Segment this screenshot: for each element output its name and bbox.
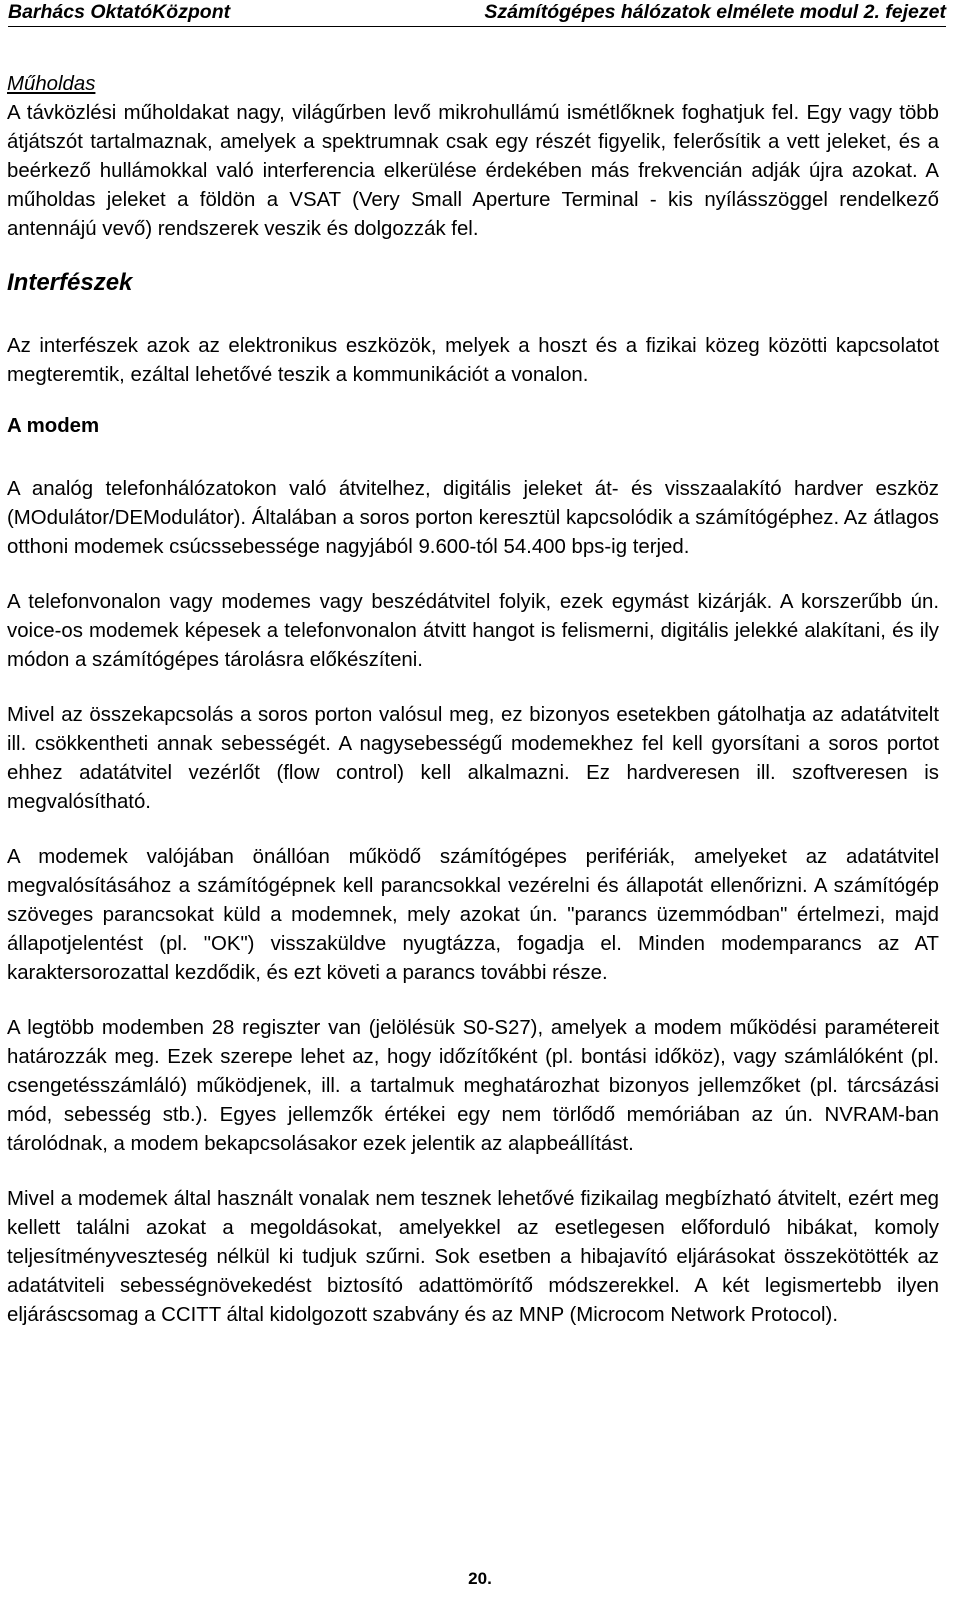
paragraph-interfeszek: Az interfészek azok az elektronikus eszközök, melyek a hoszt és a fizikai közeg közötti kapcsolatot megteremtik, ezáltal lehetővé teszik a kommunikációt a vonalon. xyxy=(7,335,939,386)
paragraph-modem-5: A legtöbb modemben 28 regiszter van (jelölésük S0-S27), amelyek a modem működési paramétereit határozzák meg. Ezek szerepe lehet az, hogy időzítőként (pl. bontási időköz), vagy számlálóként (pl. csengetésszámláló) működjenek, ill. a tartalmuk meghatározhat bizonyos jellemzőket (pl. tárcsázási mód, sebesség stb.). Egyes jellemzők értékei egy nem törlődő memóriában az ún. NVRAM-ban tárolódnak, a modem bekapcsolásakor ezek jelentik az alapbeállítást. xyxy=(7,1017,939,1155)
page-number: 20. xyxy=(468,1569,492,1588)
document-body xyxy=(7,70,939,1330)
header-course-title: Számítógépes hálózatok elmélete modul 2. fejezet xyxy=(484,1,946,23)
page-header xyxy=(8,0,946,27)
paragraph-muholdas: A távközlési műholdakat nagy, világűrben levő mikrohullámú ismétlőknek foghatjuk fel. Egy vagy több átjátszót tartalmaznak, amelyek a spektrumnak csak egy részét figyelik, felerősítik a vett jeleket, és a beérkező hullámokkal való interferencia elkerülése érdekében más frekvencián adják újra azokat. A műholdas jeleket a földön a VSAT (Very Small Aperture Terminal - kis nyílásszöggel rendelkező antennájú vevő) rendszerek veszik és dolgozzák fel. xyxy=(7,102,939,240)
paragraph-modem-1: A analóg telefonhálózatokon való átvitelhez, digitális jeleket át- és visszaalakító hardver eszköz (MOdulátor/DEModulátor). Általában a soros porton keresztül kapcsolódik a számítógéphez. Az átlagos otthoni modemek csúcssebessége nagyjából 9.600-tól 54.400 bps-ig terjed. xyxy=(7,478,939,558)
section-title-interfeszek: Interfészek xyxy=(7,269,133,296)
paragraph-modem-6: Mivel a modemek által használt vonalak nem tesznek lehetővé fizikailag megbízható átvitelt, ezért meg kellett találni azokat a megoldásokat, amelyekkel az esetlegesen előforduló hibákat, komoly teljesítményveszteség nélkül ki tudjuk szűrni. Sok esetben a hibajavító eljárásokat összekötötték az adatátviteli sebességnövekedést biztosító adattömörítő módszerekkel. A két legismertebb ilyen eljáráscsomag a CCITT által kidolgozott szabvány és az MNP (Microcom Network Protocol). xyxy=(7,1188,939,1326)
section-title-muholdas: Műholdas xyxy=(7,73,96,95)
paragraph-modem-3: Mivel az összekapcsolás a soros porton valósul meg, ez bizonyos esetekben gátolhatja az adatátvitelt ill. csökkentheti annak sebességét. A nagysebességű modemekhez fel kell gyorsítani a soros portot ehhez adatátvitel vezérlőt (flow control) kell alkalmazni. Ez hardveresen ill. szoftveresen is megvalósítható. xyxy=(7,704,939,813)
paragraph-modem-4: A modemek valójában önállóan működő számítógépes perifériák, amelyeket az adatátvitel megvalósításához a számítógépnek kell parancsokkal vezérelni és állapotát ellenőrizni. A számítógép szöveges parancsokat küld a modemnek, mely azokat ún. "parancs üzemmódban" értelmezi, majd állapotjelentést (pl. "OK") visszaküldve nyugtázza, fogadja el. Minden modemparancs az AT karaktersorozattal kezdődik, és ezt követi a parancs további része. xyxy=(7,846,939,984)
header-organization: Barhács OktatóKözpont xyxy=(8,1,231,23)
paragraph-modem-2: A telefonvonalon vagy modemes vagy beszédátvitel folyik, ezek egymást kizárják. A korszerűbb ún. voice-os modemek képesek a telefonvonalon átvitt hangot is felismerni, digitális jelekké alakítani, és ily módon a számítógépes tárolásra előkészíteni. xyxy=(7,591,939,671)
section-title-modem: A modem xyxy=(7,415,100,437)
